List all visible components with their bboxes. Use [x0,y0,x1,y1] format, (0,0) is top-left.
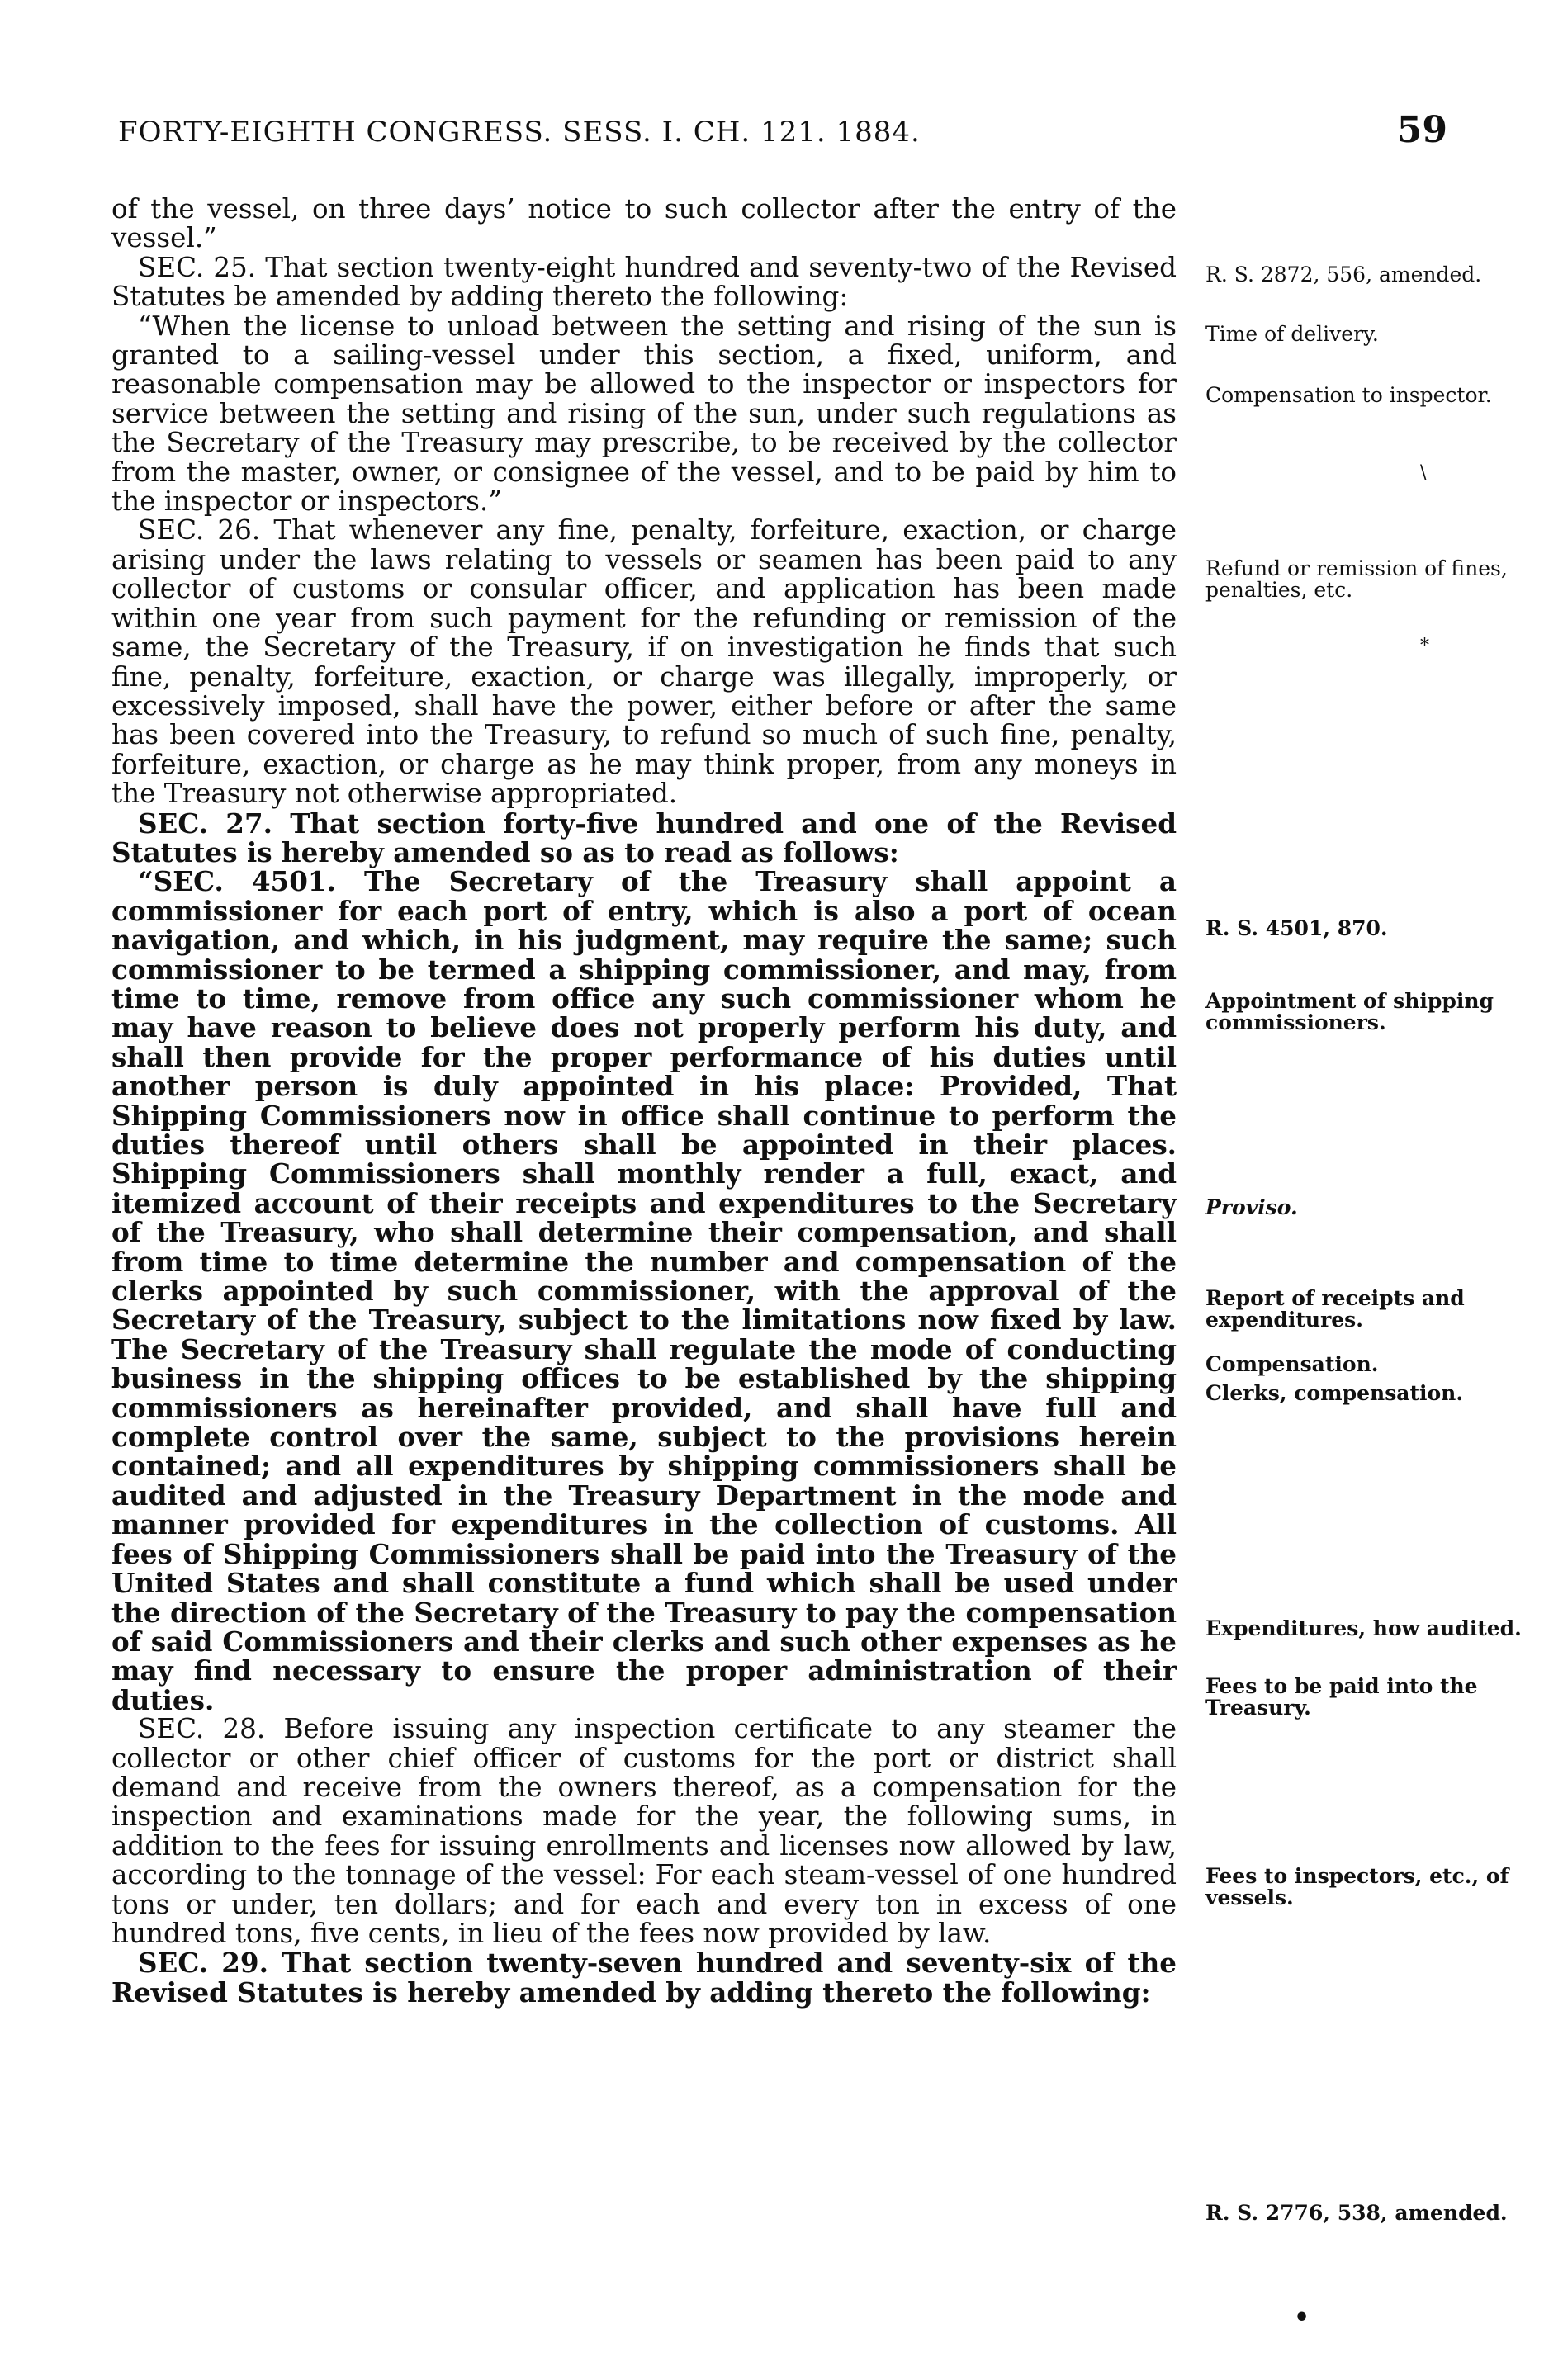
margin-note-rs-4501: R. S. 4501, 870. [1205,916,1388,940]
stray-mark-bullet: • [1294,2303,1310,2332]
margin-note-rs-2872: R. S. 2872, 556, amended. [1205,263,1482,286]
margin-note-appointment: Appointment of shipping commissioners. [1205,989,1494,1034]
margin-note-fees-inspectors: Fees to inspectors, etc., of vessels. [1205,1864,1509,1909]
paragraph-sec-27: SEC. 27. That section forty-five hundred and one of the Revised Statutes is hereby amended so as to read as follows: [111,807,1177,868]
stray-mark-backslash: \ [1420,462,1427,483]
margin-note-refund: Refund or remission of fines, penalties, etc. [1205,556,1508,602]
page-header [118,109,1447,165]
paragraph-sec-26: SEC. 26. That whenever any fine, penalty, forfeiture, exaction, or charge arising under the laws relating to vessels or seamen has been paid to any collector of customs or consular officer, and application has been made within one year from such payment for the refunding or remission of the same, the Secretary of the Treasury, if on investigation he finds that such fine, penalty, forfeiture, exaction, or charge was illegally, improperly, or excessively imposed, shall have the power, either before or after the same has been covered into the Treasury, to refund so much of such fine, penalty, forfeiture, exaction, or charge as he may think proper, from any moneys in the Treasury not otherwise appropriated. [111,514,1177,810]
margin-note-rs-2776: R. S. 2776, 538, amended. [1205,2201,1508,2225]
margin-note-proviso: Proviso. [1205,1195,1298,1219]
paragraph-sec-25-quote: “When the license to unload between the setting and rising of the sun is granted to a sailing-vessel under this section, a fixed, uniform, and reasonable compensation may be allowed to the inspector or inspectors for service between the setting and rising of the sun, under such regulations as the Secretary of the Treasury may prescribe, to be received by the collector from the master, owner, or consignee of the vessel, and to be paid by him to the inspector or inspectors.” [111,310,1177,518]
paragraph-sec-4501: “SEC. 4501. The Secretary of the Treasury shall appoint a commissioner for each port of entry, which is also a port of ocean navigation, and which, in his judgment, may require the same; such commissioner to be termed a shipping commissioner, and may, from time to time, remove from office any such commissioner whom he may have reason to believe does not properly perform his duty, and shall then provide for the proper performance of his duties until another person is duly appointed in his place: Provided, That Shipping Commissioners now in office shall continue to perform the duties thereof until others shall be appointed in their places. Shipping Commissioners shall monthly render a full, exact, and itemized account of their receipts and expenditures to the Secretary of the Treasury, who shall determine their compensation, and shall from time to time determine the number and compensation of the clerks appointed by such commissioner, with the approval of the Secretary of the Treasury, subject to the limitations now fixed by law. The Secretary of the Treasury shall regulate the mode of conducting business in the shipping offices to be established by the shipping commissioners as hereinafter provided, and shall have full and complete control over the same, subject to the provisions herein contained; and all expenditures by shipping commissioners shall be audited and adjusted in the Treasury Department in the mode and manner provided for expenditures in the collection of customs. All fees of Shipping Commissioners shall be paid into the Treasury of the United States and shall constitute a fund which shall be used under the direction of the Secretary of the Treasury to pay the compensation of said Commissioners and their clerks and such other expenses as he may find necessary to ensure the proper administration of their duties. [111,865,1177,1716]
margin-note-compensation-inspector: Compensation to inspector. [1205,383,1492,407]
margin-note-expenditures: Expenditures, how audited. [1205,1616,1522,1640]
margin-note-fees-treasury: Fees to be paid into the Treasury. [1205,1674,1478,1720]
paragraph-continuation: of the vessel, on three days’ notice to such collector after the entry of the vessel.” [111,193,1177,254]
page-number: 59 [1396,109,1447,151]
running-head: FORTY-EIGHTH CONGRESS. SESS. I. CH. 121. 1884. [118,116,921,149]
paragraph-sec-28: SEC. 28. Before issuing any inspection certificate to any steamer the collector or other chief officer of customs for the port or district shall demand and receive from the owners thereof, as a compensation for the inspection and examinations made for the year, the following sums, in addition to the fees for issuing enrollments and licenses now allowed by law, according to the tonnage of the vessel: For each steam-vessel of one hundred tons or under, ten dollars; and for each and every ton in excess of one hundred tons, five cents, in lieu of the fees now provided by law. [111,1713,1177,1949]
stray-mark-asterisk: * [1420,636,1429,656]
paragraph-sec-25: SEC. 25. That section twenty-eight hundred and seventy-two of the Revised Statutes be amended by adding thereto the following: [111,251,1177,313]
margin-note-clerks: Clerks, compensation. [1205,1381,1464,1405]
margin-note-report: Report of receipts and expenditures. [1205,1286,1465,1332]
margin-note-compensation: Compensation. [1205,1352,1379,1376]
statute-text [111,195,1177,2007]
margin-note-time-of-delivery: Time of delivery. [1205,322,1379,346]
paragraph-sec-29: SEC. 29. That section twenty-seven hundred and seventy-six of the Revised Statutes is hereby amended by adding thereto the following: [111,1947,1177,2009]
